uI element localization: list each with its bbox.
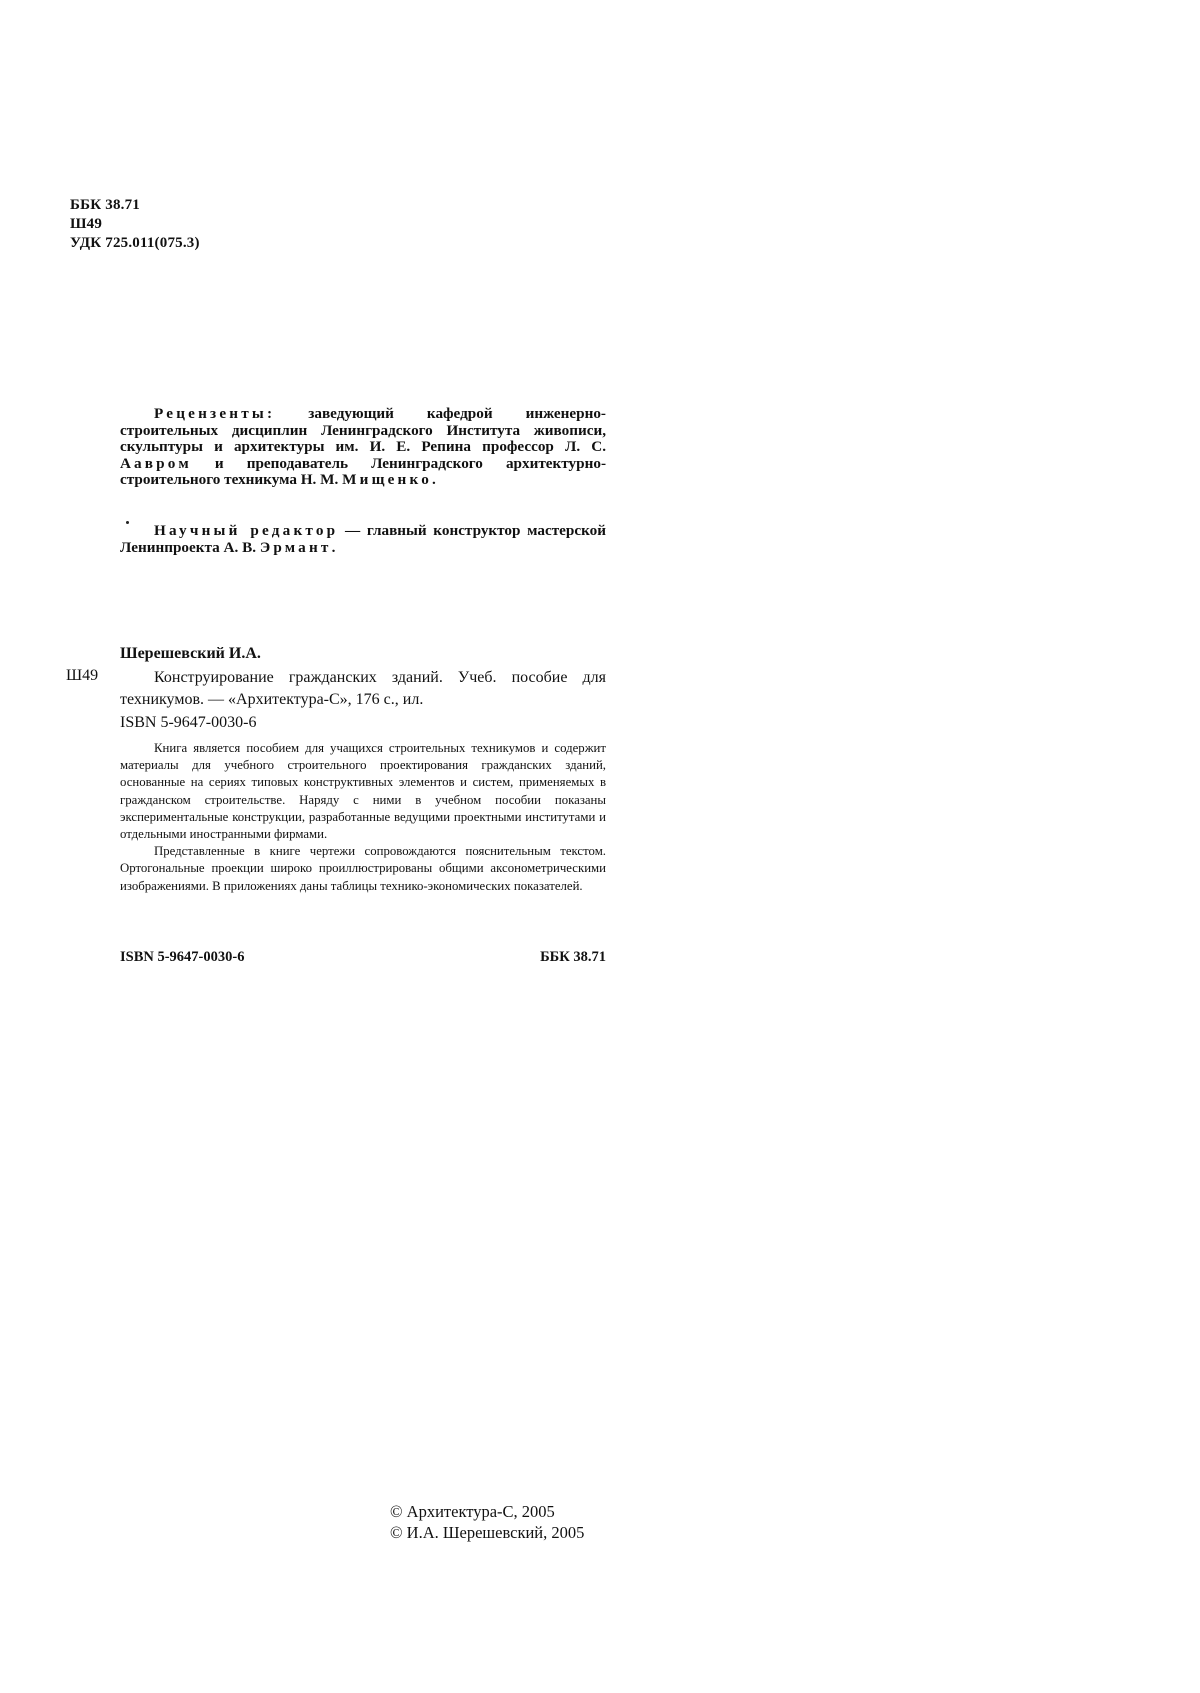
reviewers-text-3: . <box>432 471 436 489</box>
editor-text: — главный конструктор мастерской Ленинпроекта А. В. <box>120 522 606 556</box>
editor-name: Эрмант <box>259 538 332 556</box>
reviewers-label: Рецензенты: <box>154 405 276 422</box>
card-title <box>120 667 606 711</box>
reviewers-text-2: и преподаватель Ленинградского архитектурно-строительного техникума Н. М. <box>120 454 606 489</box>
card-title-text: Конструирование гражданских зданий. Учеб. пособие для техникумов. — «Архитектура-С», 176 с., ил. <box>120 669 606 708</box>
card-isbn: ISBN 5-9647-0030-6 <box>120 714 257 731</box>
annotation-paragraph-1: Книга является пособием для учащихся строительных техникумов и содержит материалы для учебного строительного проектирования гражданских зданий, основанные на сериях типовых конструктивных элементов и систем, применяемых в гражданском строительстве. Наряду с ними в учебном пособии показаны экспериментальные конструкции, разработанные ведущими проектными институтами и отдельными иностранными фирмами. <box>120 741 606 842</box>
copyright-author: © И.А. Шерешевский, 2005 <box>390 1523 585 1542</box>
reviewers-block <box>120 406 606 489</box>
bbk-code: ББК 38.71 <box>70 197 141 213</box>
udk-code: УДК 725.011(075.3) <box>70 235 200 251</box>
copyright-block <box>390 1501 584 1543</box>
editor-block <box>120 523 606 556</box>
annotation <box>120 740 606 895</box>
classification-codes <box>70 196 200 253</box>
footer-isbn: ISBN 5-9647-0030-6 <box>120 949 245 965</box>
card-author: Шерешевский И.А. <box>120 645 261 662</box>
editor-text-2: . <box>331 538 336 556</box>
reviewer-name-1: Аавром <box>120 454 192 472</box>
annotation-paragraph-2: Представленные в книге чертежи сопровождаются пояснительным текстом. Ортогональные проекции широко проиллюстрированы общими аксонометрическими изображениями. В приложениях даны таблицы технико-экономических показателей. <box>120 844 606 893</box>
editor-label: Научный редактор <box>154 522 339 539</box>
reviewers-text: заведующий кафедрой инженерно-строительных дисциплин Ленинградского Института живописи, скульптуры и архитектуры им. И. Е. Репина профессор Л. С. <box>120 405 606 456</box>
reviewer-name-2: Мищенко <box>342 471 433 489</box>
copyright-publisher: © Архитектура-С, 2005 <box>390 1502 555 1521</box>
card-code: Ш49 <box>66 667 99 684</box>
footer-bbk: ББК 38.71 <box>540 949 606 965</box>
author-mark: Ш49 <box>70 216 103 232</box>
